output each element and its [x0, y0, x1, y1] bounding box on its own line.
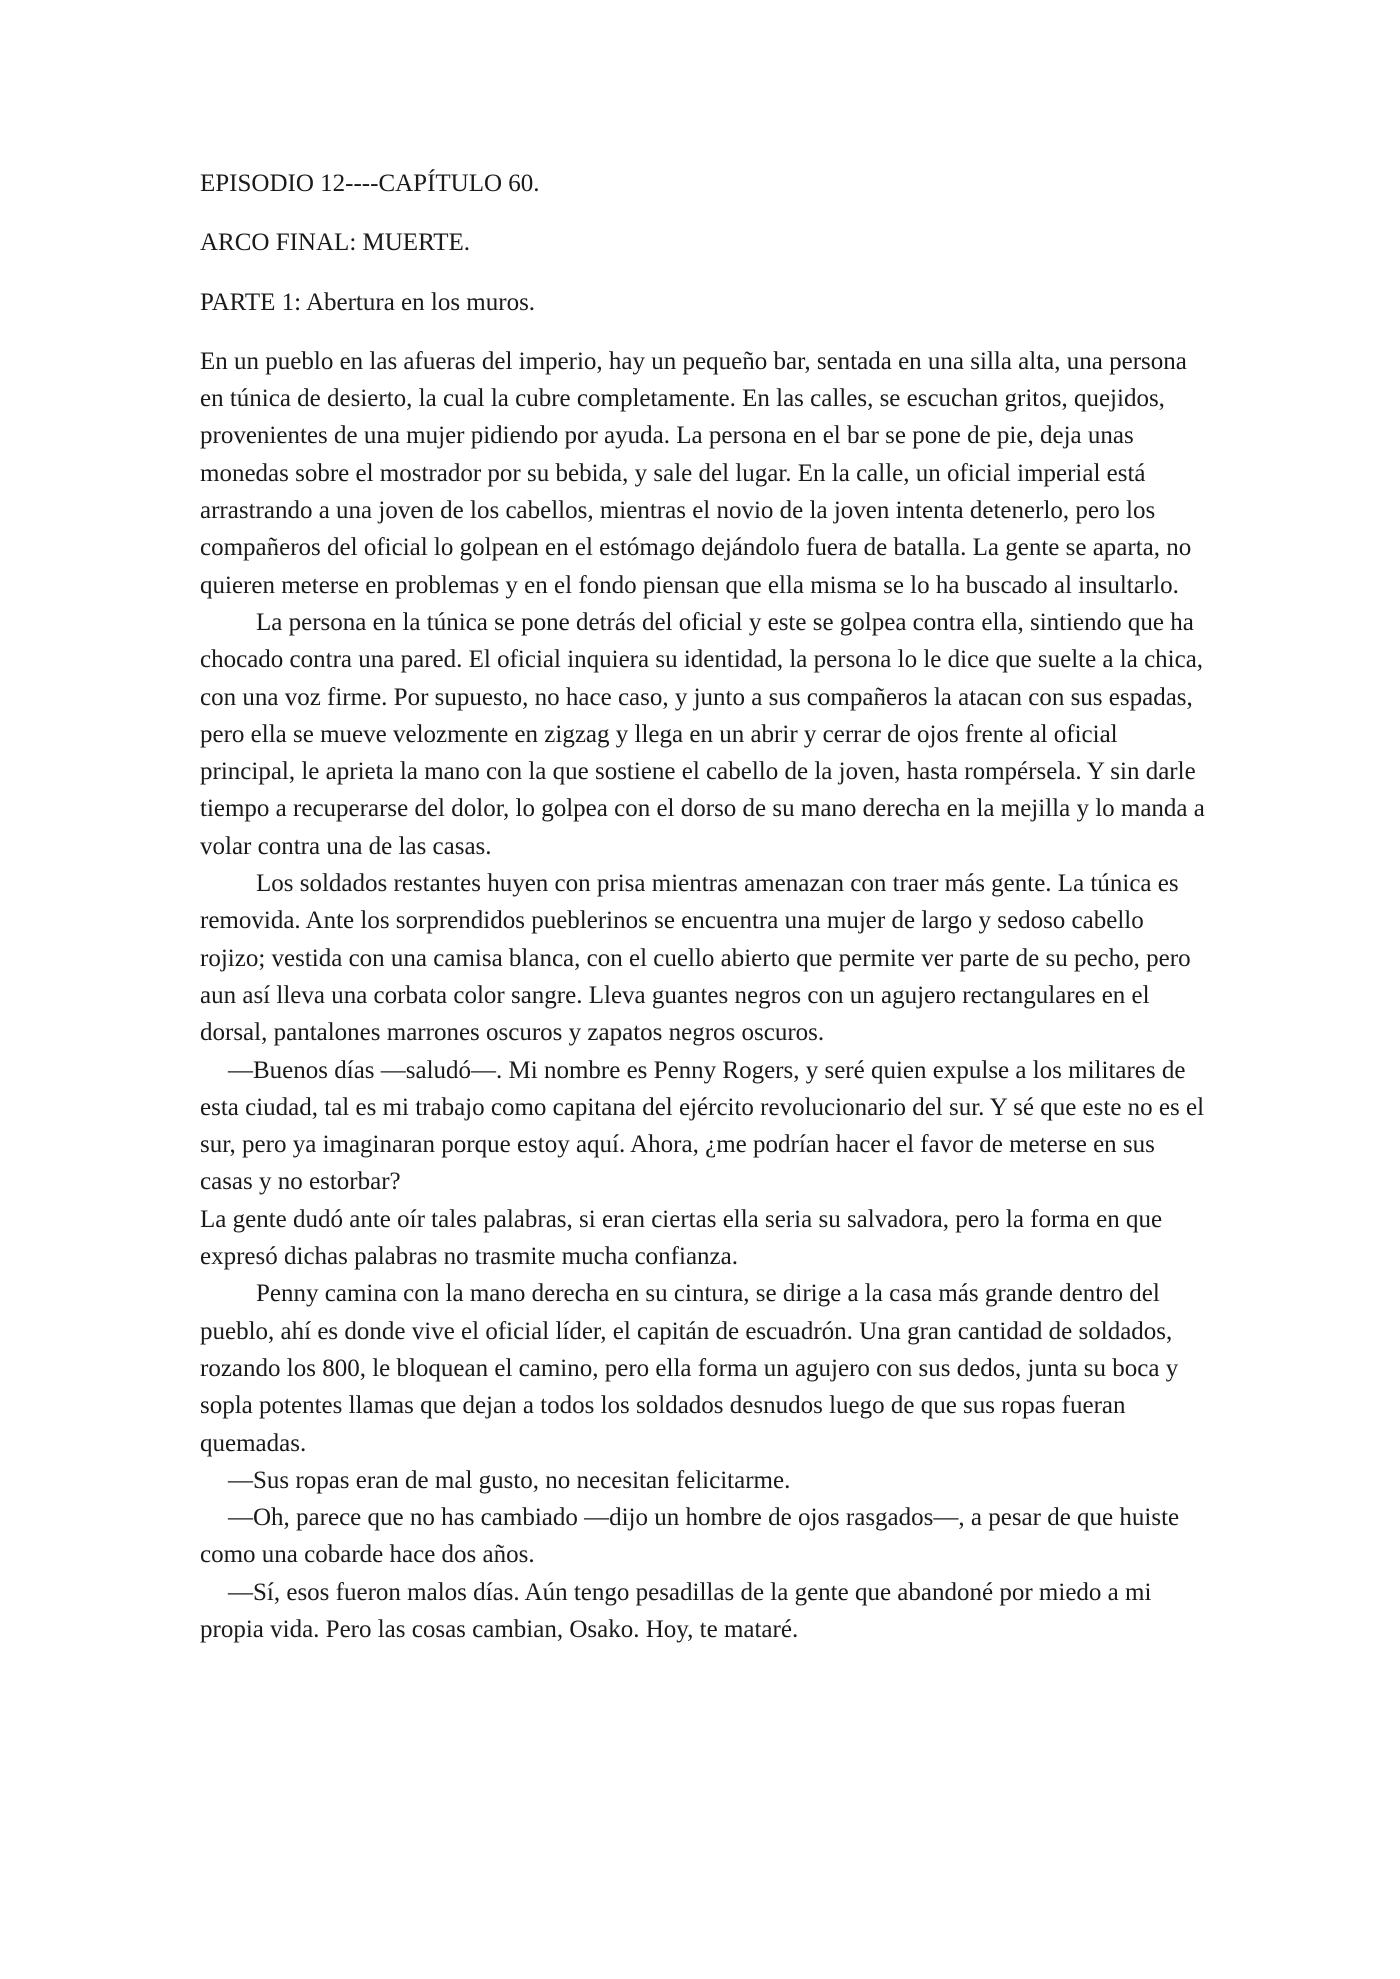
paragraph-opening: En un pueblo en las afueras del imperio, hay un pequeño bar, sentada en una silla alta, una persona en túnica de desierto, la cual la cubre completamente. En las calles, se escuchan gritos, quejidos, provenientes de una mujer pidiendo por ayuda. La persona en el bar se pone de pie, deja unas monedas sobre el mostrador por su bebida, y sale del lugar. En la calle, un oficial imperial está arrastrando a una joven de los cabellos, mientras el novio de la joven intenta detenerlo, pero los compañeros del oficial lo golpean en el estómago dejándolo fuera de batalla. La gente se aparta, no quieren meterse en problemas y en el fondo piensan que ella misma se lo ha buscado al insultarlo. — [200, 347, 1192, 599]
dialog-bad-taste: —Sus ropas eran de mal gusto, no necesitan felicitarme. — [228, 1466, 791, 1494]
part-heading: PARTE 1: Abertura en los muros. — [200, 288, 536, 316]
arc-heading: ARCO FINAL: MUERTE. — [200, 229, 471, 257]
episode-heading: EPISODIO 12----CAPÍTULO 60. — [200, 170, 540, 197]
dialog-penny-reply: —Sí, esos fueron malos días. Aún tengo pesadillas de la gente que abandoné por miedo a mi propia vida. Pero las cosas cambian, Osako. Hoy, te mataré. — [200, 1578, 1152, 1643]
document-page — [200, 165, 1210, 1648]
paragraph-crowd: La gente dudó ante oír tales palabras, si eran ciertas ella seria su salvadora, pero la forma en que expresó dichas palabras no trasmite mucha confianza. — [200, 1205, 1163, 1271]
paragraph-penny-walks: Penny camina con la mano derecha en su cintura, se dirige a la casa más grande dentro del pueblo, ahí es donde vive el oficial líder, el capitán de escuadrón. Una gran cantidad de soldados, rozando los 800, le bloquean el camino, pero ella forma un agujero con sus dedos, junta su boca y sopla potentes llamas que dejan a todos los soldados desnudos luego de que sus ropas fueran quemadas. — [200, 1280, 1179, 1457]
dialog-penny-greeting: —Buenos días —saludó—. Mi nombre es Penny Rogers, y seré quien expulse a los militares de esta ciudad, tal es mi trabajo como capitana del ejército revolucionario del sur. Y sé que este no es el sur, pero ya imaginaran porque estoy aquí. Ahora, ¿me podrían hacer el favor de meterse en sus casas y no estorbar? — [200, 1056, 1205, 1196]
paragraph-tunic: La persona en la túnica se pone detrás del oficial y este se golpea contra ella, sintiendo que ha chocado contra una pared. El oficial inquiera su identidad, la persona lo le dice que suelte a la chica, con una voz firme. Por supuesto, no hace caso, y junto a sus compañeros la atacan con sus espadas, pero ella se mueve velozmente en zigzag y llega en un abrir y cerrar de ojos frente al oficial principal, le aprieta la mano con la que sostiene el cabello de la joven, hasta rompérsela. Y sin darle tiempo a recuperarse del dolor, lo golpea con el dorso de su mano derecha en la mejilla y lo manda a volar contra una de las casas. — [200, 608, 1205, 860]
dialog-osako: —Oh, parece que no has cambiado —dijo un hombre de ojos rasgados—, a pesar de que huiste como una cobarde hace dos años. — [200, 1504, 1180, 1569]
paragraph-soldiers: Los soldados restantes huyen con prisa mientras amenazan con traer más gente. La túnica es removida. Ante los sorprendidos pueblerinos se encuentra una mujer de largo y sedoso cabello rojizo; vestida con una camisa blanca, con el cuello abierto que permite ver parte de su pecho, pero aun así lleva una corbata color sangre. Lleva guantes negros con un agujero rectangulares en el dorsal, pantalones marrones oscuros y zapatos negros oscuros. — [200, 870, 1191, 1047]
